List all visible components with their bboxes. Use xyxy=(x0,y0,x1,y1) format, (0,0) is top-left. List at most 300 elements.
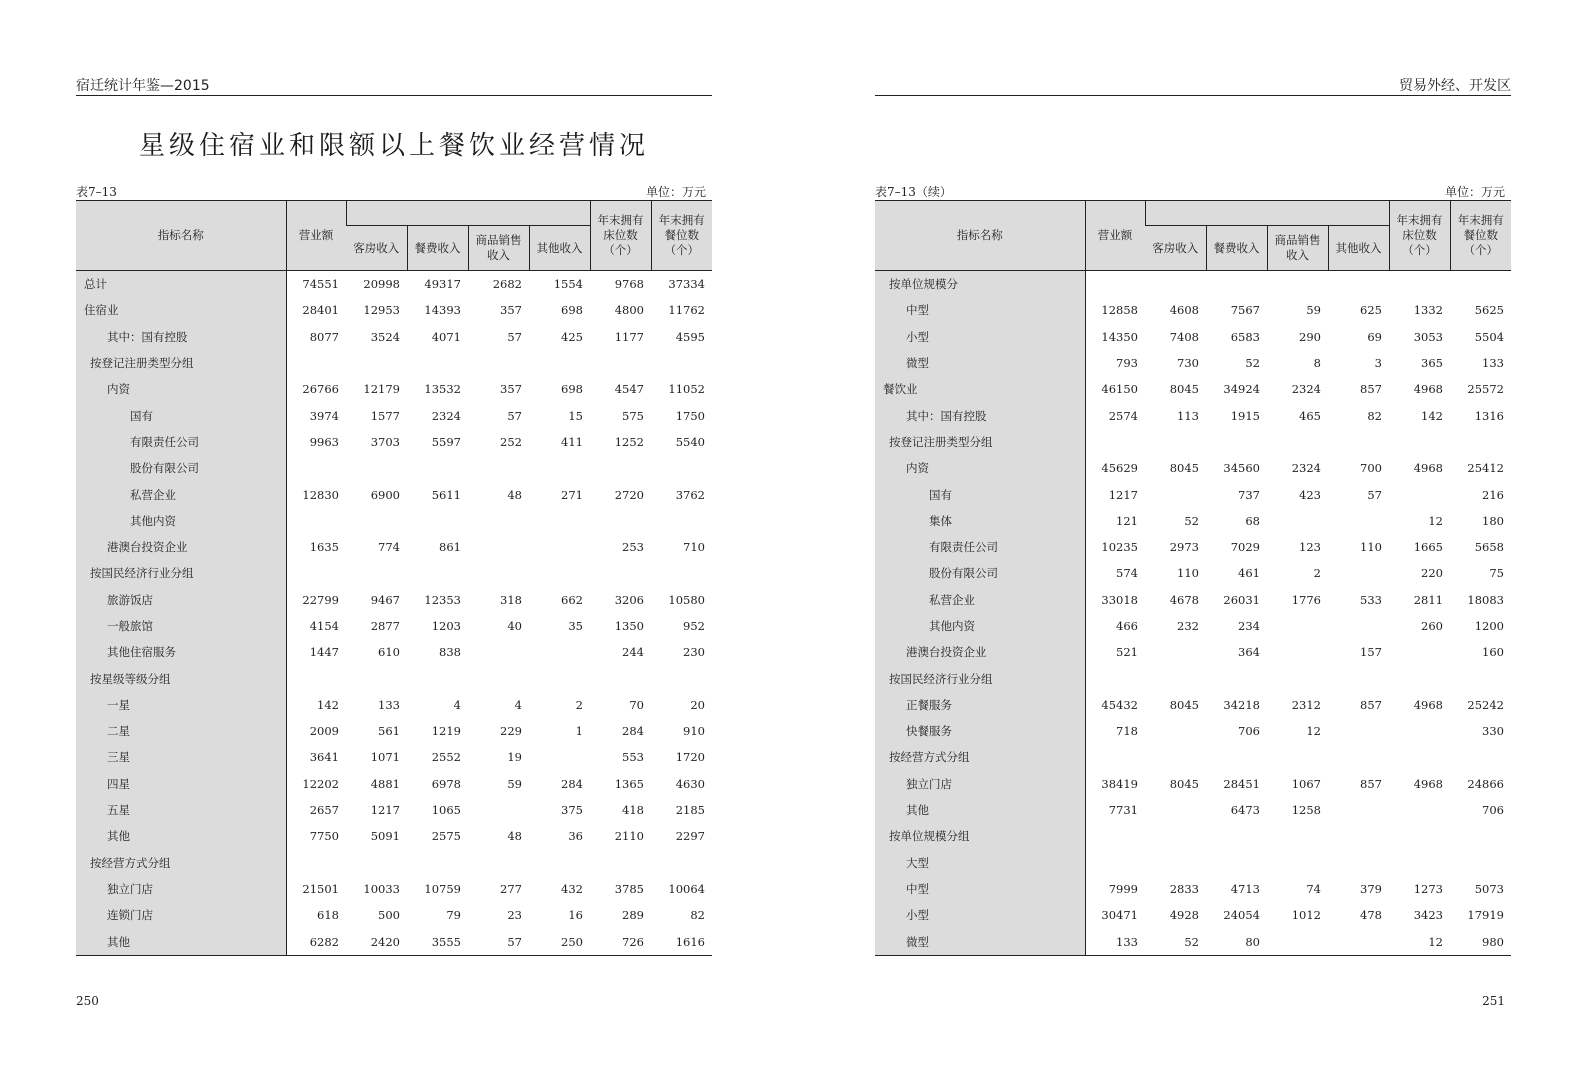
value-cell: 861 xyxy=(439,540,461,555)
value-cell xyxy=(1389,823,1450,849)
value-cell xyxy=(1267,639,1328,665)
value-cell xyxy=(1328,429,1389,455)
value-cell: 3 xyxy=(1374,356,1382,371)
value-cell: 1616 xyxy=(651,928,712,955)
value-cell: 700 xyxy=(1360,461,1382,476)
value-cell: 15 xyxy=(568,408,583,423)
value-cell: 24866 xyxy=(1467,776,1504,791)
value-cell: 121 xyxy=(1116,513,1138,528)
value-cell: 9963 xyxy=(309,434,339,449)
value-cell: 52 xyxy=(1245,356,1260,371)
row-label: 按登记注册类型分组 xyxy=(875,429,1085,455)
table-row xyxy=(76,271,712,298)
value-cell xyxy=(1267,850,1328,876)
value-cell: 3785 xyxy=(614,881,644,896)
table-number: 表7–13 xyxy=(76,185,117,199)
row-label: 其他内资 xyxy=(875,613,1085,639)
value-cell xyxy=(468,665,529,691)
value-cell xyxy=(407,665,468,691)
value-cell: 12353 xyxy=(424,592,461,607)
row-label: 四星 xyxy=(76,771,286,797)
value-cell: 737 xyxy=(1238,487,1260,502)
value-cell: 1332 xyxy=(1413,303,1443,318)
value-cell: 1203 xyxy=(431,619,461,633)
row-label: 按经营方式分组 xyxy=(76,850,286,876)
value-cell: 7567 xyxy=(1230,303,1260,318)
value-cell: 357 xyxy=(500,303,522,318)
running-head-text: 贸易外经、开发区 xyxy=(1399,78,1511,94)
value-cell: 2324 xyxy=(1291,461,1321,476)
value-cell xyxy=(651,665,712,691)
header-room: 客房收入 xyxy=(1145,226,1206,271)
value-cell: 2312 xyxy=(1291,697,1321,712)
value-cell xyxy=(286,560,346,586)
header-goods: 商品销售 收入 xyxy=(1267,226,1328,271)
table-row xyxy=(76,876,712,902)
value-cell xyxy=(529,560,590,586)
value-cell: 706 xyxy=(1482,803,1504,818)
table-row xyxy=(875,902,1511,928)
value-cell xyxy=(1450,823,1511,849)
value-cell: 4547 xyxy=(614,382,644,397)
value-cell: 2009 xyxy=(309,724,339,739)
value-cell xyxy=(468,560,529,586)
value-cell: 12 xyxy=(1389,928,1450,955)
value-cell: 774 xyxy=(378,540,400,555)
row-label: 港澳台投资企业 xyxy=(875,639,1085,665)
value-cell: 364 xyxy=(1238,645,1260,660)
value-cell: 610 xyxy=(378,645,400,660)
value-cell: 2 xyxy=(1313,566,1321,581)
header-catering: 餐费收入 xyxy=(1206,226,1267,271)
value-cell: 82 xyxy=(1367,408,1382,423)
value-cell: 1720 xyxy=(675,750,705,765)
value-cell: 289 xyxy=(622,908,644,923)
header-other: 其他收入 xyxy=(529,226,590,271)
value-cell: 980 xyxy=(1450,928,1511,955)
value-cell: 9467 xyxy=(370,592,400,607)
value-cell: 2297 xyxy=(675,829,705,844)
row-label: 微型 xyxy=(875,928,1085,955)
value-cell xyxy=(1206,665,1267,691)
table-row xyxy=(875,560,1511,586)
value-cell: 277 xyxy=(500,881,522,896)
row-label: 一般旅馆 xyxy=(76,613,286,639)
value-cell: 36 xyxy=(568,829,583,844)
value-cell xyxy=(1145,271,1206,298)
value-cell: 10235 xyxy=(1101,540,1138,555)
value-cell: 284 xyxy=(561,776,583,791)
row-label: 连锁门店 xyxy=(76,902,286,928)
row-label: 中型 xyxy=(875,876,1085,902)
value-cell: 21501 xyxy=(302,881,339,896)
row-label: 三星 xyxy=(76,744,286,770)
value-cell: 23 xyxy=(507,908,522,923)
table-row xyxy=(76,297,712,323)
table-row xyxy=(875,508,1511,534)
row-label: 总计 xyxy=(76,271,286,298)
value-cell: 1776 xyxy=(1291,592,1321,607)
value-cell xyxy=(1328,797,1389,823)
value-cell xyxy=(590,350,651,376)
value-cell xyxy=(346,560,407,586)
value-cell xyxy=(1145,823,1206,849)
value-cell: 142 xyxy=(317,697,339,712)
value-cell xyxy=(346,508,407,534)
value-cell xyxy=(1328,508,1389,534)
value-cell: 160 xyxy=(1482,645,1504,660)
row-label: 正餐服务 xyxy=(875,692,1085,718)
value-cell xyxy=(1206,744,1267,770)
value-cell xyxy=(1145,797,1206,823)
value-cell xyxy=(1267,508,1328,534)
value-cell: 4071 xyxy=(431,329,461,344)
value-cell: 24054 xyxy=(1223,908,1260,923)
value-cell xyxy=(1145,718,1206,744)
value-cell: 30471 xyxy=(1101,908,1138,923)
value-cell: 57 xyxy=(1367,487,1382,502)
value-cell xyxy=(651,560,712,586)
table-row xyxy=(76,534,712,560)
value-cell: 9768 xyxy=(614,277,644,292)
value-cell: 216 xyxy=(1482,487,1504,502)
value-cell xyxy=(1450,744,1511,770)
value-cell: 20998 xyxy=(363,277,400,292)
value-cell: 26766 xyxy=(302,382,339,397)
row-label: 按单位规模分组 xyxy=(875,823,1085,849)
data-table-left xyxy=(76,200,712,956)
value-cell: 1915 xyxy=(1230,408,1260,423)
value-cell: 3641 xyxy=(309,750,339,765)
value-cell: 952 xyxy=(683,619,705,633)
header-indicator: 指标名称 xyxy=(76,201,286,271)
table-row xyxy=(76,376,712,402)
row-label: 小型 xyxy=(875,902,1085,928)
value-cell: 5504 xyxy=(1474,329,1504,344)
value-cell: 80 xyxy=(1206,928,1267,955)
header-goods: 商品销售 收入 xyxy=(468,226,529,271)
value-cell xyxy=(286,350,346,376)
value-cell xyxy=(1389,850,1450,876)
value-cell: 465 xyxy=(1299,408,1321,423)
table-row xyxy=(76,613,712,639)
table-row xyxy=(875,271,1511,298)
value-cell xyxy=(1267,928,1328,955)
value-cell: 12202 xyxy=(302,776,339,791)
value-cell: 11762 xyxy=(668,303,705,318)
value-cell: 59 xyxy=(1306,303,1321,318)
value-cell: 232 xyxy=(1177,619,1199,633)
value-cell xyxy=(1145,639,1206,665)
table-body-right xyxy=(875,271,1511,956)
value-cell: 33018 xyxy=(1101,592,1138,607)
value-cell: 4154 xyxy=(309,619,339,633)
value-cell xyxy=(468,350,529,376)
table-row xyxy=(76,665,712,691)
value-cell: 2110 xyxy=(614,829,644,844)
value-cell: 25572 xyxy=(1467,382,1504,397)
running-head-text: 宿迁统计年鉴—2015 xyxy=(76,78,210,94)
row-label: 按国民经济行业分组 xyxy=(76,560,286,586)
header-indicator: 指标名称 xyxy=(875,201,1085,271)
value-cell: 113 xyxy=(1177,408,1199,423)
value-cell xyxy=(1328,850,1389,876)
value-cell: 1177 xyxy=(614,329,644,344)
value-cell xyxy=(651,455,712,481)
value-cell xyxy=(529,455,590,481)
value-cell xyxy=(1267,613,1328,639)
value-cell: 1219 xyxy=(431,724,461,739)
value-cell xyxy=(1328,613,1389,639)
value-cell: 838 xyxy=(439,645,461,660)
table-row xyxy=(875,876,1511,902)
value-cell xyxy=(1267,271,1328,298)
value-cell: 70 xyxy=(629,697,644,712)
value-cell xyxy=(1328,928,1389,955)
value-cell: 4 xyxy=(514,697,522,712)
value-cell: 14350 xyxy=(1101,329,1138,344)
value-cell: 48 xyxy=(507,829,522,844)
table-row xyxy=(76,350,712,376)
value-cell: 45432 xyxy=(1101,697,1138,712)
value-cell xyxy=(529,508,590,534)
value-cell: 7408 xyxy=(1169,329,1199,344)
value-cell: 365 xyxy=(1421,356,1443,371)
row-label: 内资 xyxy=(875,455,1085,481)
value-cell: 1750 xyxy=(675,408,705,423)
value-cell: 1447 xyxy=(309,645,339,660)
value-cell: 5597 xyxy=(431,434,461,449)
value-cell: 461 xyxy=(1238,566,1260,581)
value-cell: 10580 xyxy=(668,592,705,607)
value-cell xyxy=(407,508,468,534)
value-cell xyxy=(286,508,346,534)
table-row xyxy=(875,692,1511,718)
value-cell: 28401 xyxy=(302,303,339,318)
value-cell: 180 xyxy=(1482,513,1504,528)
value-cell: 57 xyxy=(507,329,522,344)
table-row xyxy=(875,639,1511,665)
table-row xyxy=(76,744,712,770)
value-cell xyxy=(407,455,468,481)
value-cell xyxy=(346,350,407,376)
value-cell xyxy=(468,850,529,876)
value-cell: 75 xyxy=(1489,566,1504,581)
value-cell: 12858 xyxy=(1101,303,1138,318)
value-cell xyxy=(590,508,651,534)
value-cell: 8045 xyxy=(1169,461,1199,476)
value-cell: 2552 xyxy=(431,750,461,765)
value-cell: 4968 xyxy=(1413,461,1443,476)
value-cell xyxy=(468,508,529,534)
value-cell: 379 xyxy=(1360,881,1382,896)
row-label: 一星 xyxy=(76,692,286,718)
row-label: 旅游饭店 xyxy=(76,587,286,613)
value-cell: 1200 xyxy=(1474,619,1504,633)
row-label: 独立门店 xyxy=(875,771,1085,797)
data-table-right xyxy=(875,200,1511,956)
table-row xyxy=(875,402,1511,428)
value-cell: 375 xyxy=(561,803,583,818)
value-cell: 2324 xyxy=(1291,382,1321,397)
row-label: 住宿业 xyxy=(76,297,286,323)
table-number: 表7–13（续） xyxy=(875,185,952,199)
table-row xyxy=(76,324,712,350)
value-cell: 34560 xyxy=(1223,461,1260,476)
value-cell: 234 xyxy=(1238,619,1260,633)
value-cell: 910 xyxy=(683,724,705,739)
row-label: 按星级等级分组 xyxy=(76,665,286,691)
value-cell: 229 xyxy=(500,724,522,739)
table-row xyxy=(875,665,1511,691)
table-row xyxy=(875,429,1511,455)
value-cell: 1635 xyxy=(309,540,339,555)
row-label: 独立门店 xyxy=(76,876,286,902)
value-cell: 1554 xyxy=(553,277,583,292)
page-number: 250 xyxy=(76,994,99,1008)
value-cell xyxy=(1328,271,1389,298)
value-cell xyxy=(407,350,468,376)
value-cell: 793 xyxy=(1116,356,1138,371)
row-label: 私营企业 xyxy=(76,481,286,507)
value-cell xyxy=(590,560,651,586)
table-row xyxy=(76,587,712,613)
value-cell: 4968 xyxy=(1413,697,1443,712)
value-cell: 74551 xyxy=(302,277,339,292)
table-row xyxy=(875,481,1511,507)
value-cell: 2833 xyxy=(1169,881,1199,896)
value-cell: 10759 xyxy=(424,881,461,896)
value-cell: 12 xyxy=(1428,513,1443,528)
value-cell: 1217 xyxy=(1108,487,1138,502)
value-cell: 28451 xyxy=(1223,776,1260,791)
value-cell xyxy=(1085,429,1145,455)
value-cell xyxy=(1450,850,1511,876)
value-cell xyxy=(1389,797,1450,823)
value-cell: 5625 xyxy=(1474,303,1504,318)
value-cell xyxy=(529,350,590,376)
right-page xyxy=(875,0,1511,1077)
value-cell: 2420 xyxy=(346,928,407,955)
value-cell xyxy=(1085,744,1145,770)
value-cell xyxy=(590,455,651,481)
value-cell xyxy=(346,850,407,876)
value-cell xyxy=(1328,718,1389,744)
value-cell: 1 xyxy=(575,724,583,739)
value-cell: 2657 xyxy=(309,803,339,818)
value-cell: 1273 xyxy=(1413,881,1443,896)
value-cell xyxy=(1450,665,1511,691)
table-row xyxy=(76,455,712,481)
table-row xyxy=(76,692,712,718)
value-cell: 726 xyxy=(590,928,651,955)
value-cell: 1577 xyxy=(370,408,400,423)
value-cell xyxy=(651,850,712,876)
table-row xyxy=(875,744,1511,770)
value-cell: 230 xyxy=(683,645,705,660)
page-number: 251 xyxy=(1482,994,1505,1008)
value-cell: 8045 xyxy=(1169,776,1199,791)
table-row xyxy=(875,587,1511,613)
value-cell: 466 xyxy=(1116,619,1138,633)
value-cell: 318 xyxy=(500,592,522,607)
row-label: 快餐服务 xyxy=(875,718,1085,744)
value-cell: 3524 xyxy=(370,329,400,344)
value-cell: 3555 xyxy=(407,928,468,955)
value-cell: 7731 xyxy=(1108,803,1138,818)
row-label: 小型 xyxy=(875,324,1085,350)
value-cell xyxy=(529,744,590,770)
value-cell: 57 xyxy=(507,408,522,423)
header-revenue: 营业额 xyxy=(286,201,346,271)
value-cell: 1316 xyxy=(1474,408,1504,423)
value-cell: 11052 xyxy=(668,382,705,397)
value-cell: 133 xyxy=(1085,928,1145,955)
value-cell: 6282 xyxy=(286,928,346,955)
page-title: 星级住宿业和限额以上餐饮业经营情况 xyxy=(138,131,649,161)
value-cell: 133 xyxy=(378,697,400,712)
table-row xyxy=(875,455,1511,481)
value-cell: 110 xyxy=(1177,566,1199,581)
value-cell: 4630 xyxy=(675,776,705,791)
value-cell: 500 xyxy=(378,908,400,923)
value-cell xyxy=(1145,665,1206,691)
value-cell: 3974 xyxy=(309,408,339,423)
value-cell: 69 xyxy=(1367,329,1382,344)
value-cell: 35 xyxy=(568,619,583,633)
value-cell xyxy=(1206,429,1267,455)
value-cell: 553 xyxy=(622,750,644,765)
table-row xyxy=(875,823,1511,849)
row-label: 按登记注册类型分组 xyxy=(76,350,286,376)
table-row xyxy=(875,928,1511,955)
value-cell xyxy=(468,534,529,560)
value-cell: 1258 xyxy=(1291,803,1321,818)
value-cell xyxy=(1206,823,1267,849)
header-revenue: 营业额 xyxy=(1085,201,1145,271)
value-cell: 1217 xyxy=(370,803,400,818)
table-row xyxy=(875,613,1511,639)
value-cell: 244 xyxy=(622,645,644,660)
value-cell xyxy=(1145,744,1206,770)
value-cell xyxy=(651,508,712,534)
value-cell xyxy=(1389,744,1450,770)
value-cell: 7029 xyxy=(1230,540,1260,555)
value-cell: 220 xyxy=(1421,566,1443,581)
value-cell: 8045 xyxy=(1169,697,1199,712)
value-cell xyxy=(1085,665,1145,691)
table-row xyxy=(76,402,712,428)
value-cell: 857 xyxy=(1360,697,1382,712)
value-cell: 698 xyxy=(561,382,583,397)
value-cell: 52 xyxy=(1145,928,1206,955)
header-catering: 餐费收入 xyxy=(407,226,468,271)
value-cell: 2682 xyxy=(492,277,522,292)
value-cell: 425 xyxy=(561,329,583,344)
value-cell: 7999 xyxy=(1108,881,1138,896)
value-cell: 3053 xyxy=(1413,329,1443,344)
running-head xyxy=(76,73,712,96)
row-label: 其他内资 xyxy=(76,508,286,534)
row-label: 私营企业 xyxy=(875,587,1085,613)
value-cell xyxy=(1085,850,1145,876)
value-cell: 3762 xyxy=(675,487,705,502)
value-cell: 19 xyxy=(507,750,522,765)
value-cell: 12953 xyxy=(363,303,400,318)
row-label: 按经营方式分组 xyxy=(875,744,1085,770)
value-cell: 1067 xyxy=(1291,776,1321,791)
value-cell: 3206 xyxy=(614,592,644,607)
